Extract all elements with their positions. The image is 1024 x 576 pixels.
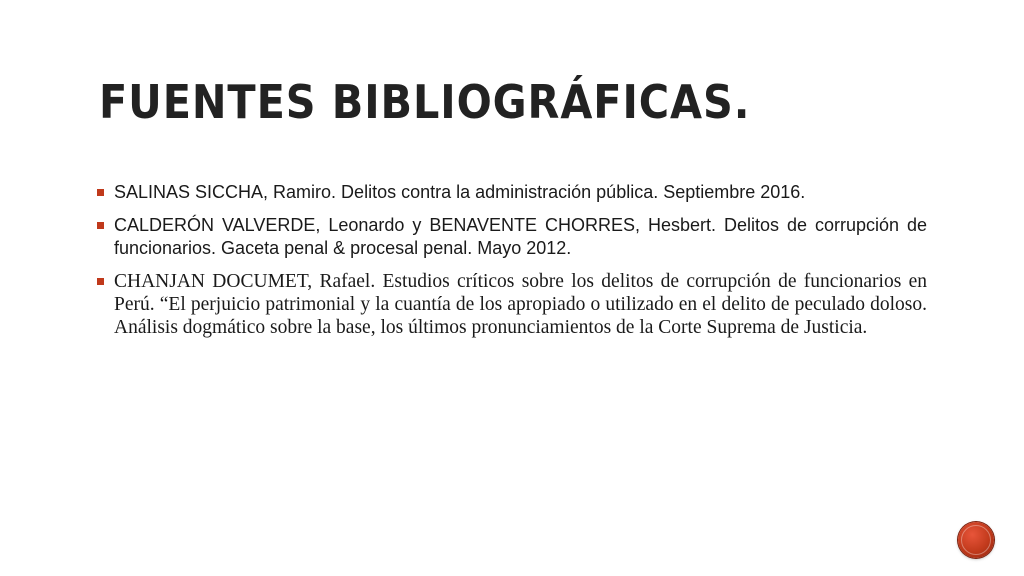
bibliography-item-text: CHANJAN DOCUMET, Rafael. Estudios críticos sobre los delitos de corrupción de funcionarios en Perú. “El perjuicio patrimonial y la cuantía de los apropiado o utilizado en el delito de peculado doloso. Análisis dogmático sobre la base, los últimos pronunciamientos de la Corte Suprema de Justicia.	[114, 271, 927, 338]
bibliography-list	[97, 181, 927, 349]
bibliography-item-text: SALINAS SICCHA, Ramiro. Delitos contra la administración pública. Septiembre 2016.	[114, 182, 806, 202]
bibliography-item	[97, 214, 927, 260]
bibliography-item-text: CALDERÓN VALVERDE, Leonardo y BENAVENTE CHORRES, Hesbert. Delitos de corrupción de funcionarios. Gaceta penal & procesal penal. Mayo 2012.	[114, 215, 927, 258]
bibliography-item	[97, 270, 927, 339]
bullet-marker-icon	[97, 189, 104, 196]
slide-title: FUENTES BIBLIOGRÁFICAS.	[99, 75, 751, 129]
bibliography-item	[97, 181, 927, 204]
next-slide-button[interactable]	[958, 522, 994, 558]
bullet-marker-icon	[97, 278, 104, 285]
bullet-marker-icon	[97, 222, 104, 229]
